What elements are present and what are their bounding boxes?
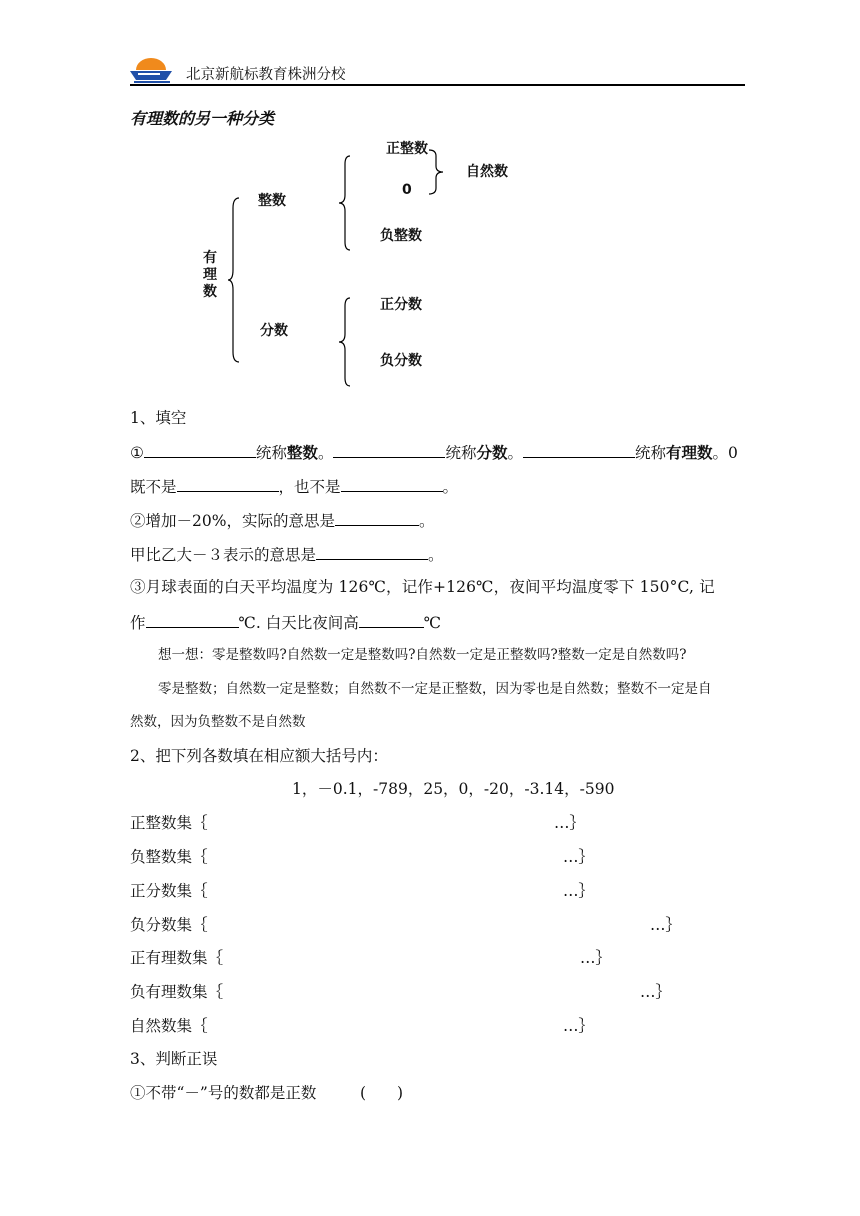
set-negative-integers-end: …｝ [563,848,595,866]
tree-pos-frac-label: 正分数 [380,297,422,313]
q1-line6 [130,609,441,633]
tree-neg-int-label: 负整数 [380,228,422,244]
set-positive-integers-end: …｝ [554,814,586,832]
q1-answer-line1: 零是整数；自然数一定是整数；自然数不一定是正整数，因为零也是自然数；整数不一定是自 [158,681,712,697]
q1-title: 1、填空 [130,409,187,427]
brace-root-icon [226,196,242,364]
q3-item1-answer-paren[interactable]: ( ) [360,1084,404,1102]
blank-6[interactable] [335,507,419,526]
q1-text: 统称 [635,444,667,462]
q3-item1: ①不带“－”号的数都是正数 [130,1084,317,1102]
q1-text: 。 [418,512,435,530]
q1-line1-marker: ① [130,444,144,462]
tree-zero-label: 0 [402,182,412,198]
header-org-name: 北京新航标教育株洲分校 [186,67,346,83]
q1-text: 。 [428,546,444,564]
blank-5[interactable] [341,473,443,492]
blank-1[interactable] [144,439,256,458]
q1-text: ，也不是 [278,478,341,496]
tree-pos-int-label: 正整数 [386,141,428,157]
set-negative-rationals-end: …｝ [640,983,672,1001]
tree-root-label: 有理数 [203,250,217,300]
q1-term-rational: 有理数 [666,443,713,462]
tree-natural-label: 自然数 [466,164,508,180]
q1-text: 。 [507,444,523,462]
q1-text: 。0 [712,444,738,462]
section-title: 有理数的另一种分类 [130,109,275,128]
q1-text: 统称 [255,444,287,462]
blank-4[interactable] [177,473,279,492]
q3-title: 3、判断正误 [130,1050,218,1068]
set-negative-fractions-end: …｝ [650,916,682,934]
q1-text: ②增加－20%，实际的意思是 [130,512,335,530]
set-positive-fractions-label: 正分数集｛ [130,882,208,900]
brace-integers-icon [336,154,352,252]
set-negative-rationals-label: 负有理数集｛ [130,983,224,1001]
set-natural-numbers-label: 自然数集｛ [130,1017,208,1035]
blank-7[interactable] [316,541,428,560]
q1-text: ℃ [423,614,442,632]
set-positive-rationals-end: …｝ [580,949,612,967]
blank-8[interactable] [146,609,239,628]
tree-integers-label: 整数 [258,193,286,209]
q1-line4 [130,541,444,565]
q1-think: 想一想：零是整数吗?自然数一定是整数吗?自然数一定是正整数吗?整数一定是自然数吗? [158,647,687,663]
brace-natural-icon [427,148,445,196]
q1-text: 作 [130,614,146,632]
set-positive-fractions-end: …｝ [563,882,595,900]
q2-title: 2、把下列各数填在相应额大括号内： [130,747,388,765]
q1-line3 [130,507,434,531]
q1-text: ℃. 白天比夜间高 [238,614,359,632]
brace-fractions-icon [336,296,352,388]
tree-neg-frac-label: 负分数 [380,353,422,369]
header-rule [130,84,745,86]
q1-line5: ③月球表面的白天平均温度为 126℃，记作+126℃，夜间平均温度零下 150°C, 记 [130,578,715,596]
set-positive-integers-label: 正整数集｛ [130,814,208,832]
logo-icon [128,58,174,84]
set-negative-fractions-label: 负分数集｛ [130,916,208,934]
tree-fractions-label: 分数 [260,323,288,339]
q1-text: 既不是 [130,478,177,496]
q1-text: 。 [317,444,334,462]
q1-text: 统称 [445,444,477,462]
q1-term-fraction: 分数 [476,443,508,462]
q1-line2 [130,473,458,497]
blank-3[interactable] [523,439,635,458]
set-natural-numbers-end: …｝ [563,1017,595,1035]
q1-answer-line2: 然数，因为负整数不是自然数 [130,714,306,730]
q1-term-integer: 整数 [286,443,318,462]
q1-line1 [130,439,738,463]
set-positive-rationals-label: 正有理数集｛ [130,949,224,967]
blank-2[interactable] [333,439,445,458]
q1-text: 甲比乙大－３表示的意思是 [130,546,317,564]
q2-numbers: 1，－0.1，-789，25，0，-20，-3.14，-590 [292,780,615,798]
blank-9[interactable] [359,609,424,628]
q1-text: 。 [442,478,459,496]
set-negative-integers-label: 负整数集｛ [130,848,208,866]
